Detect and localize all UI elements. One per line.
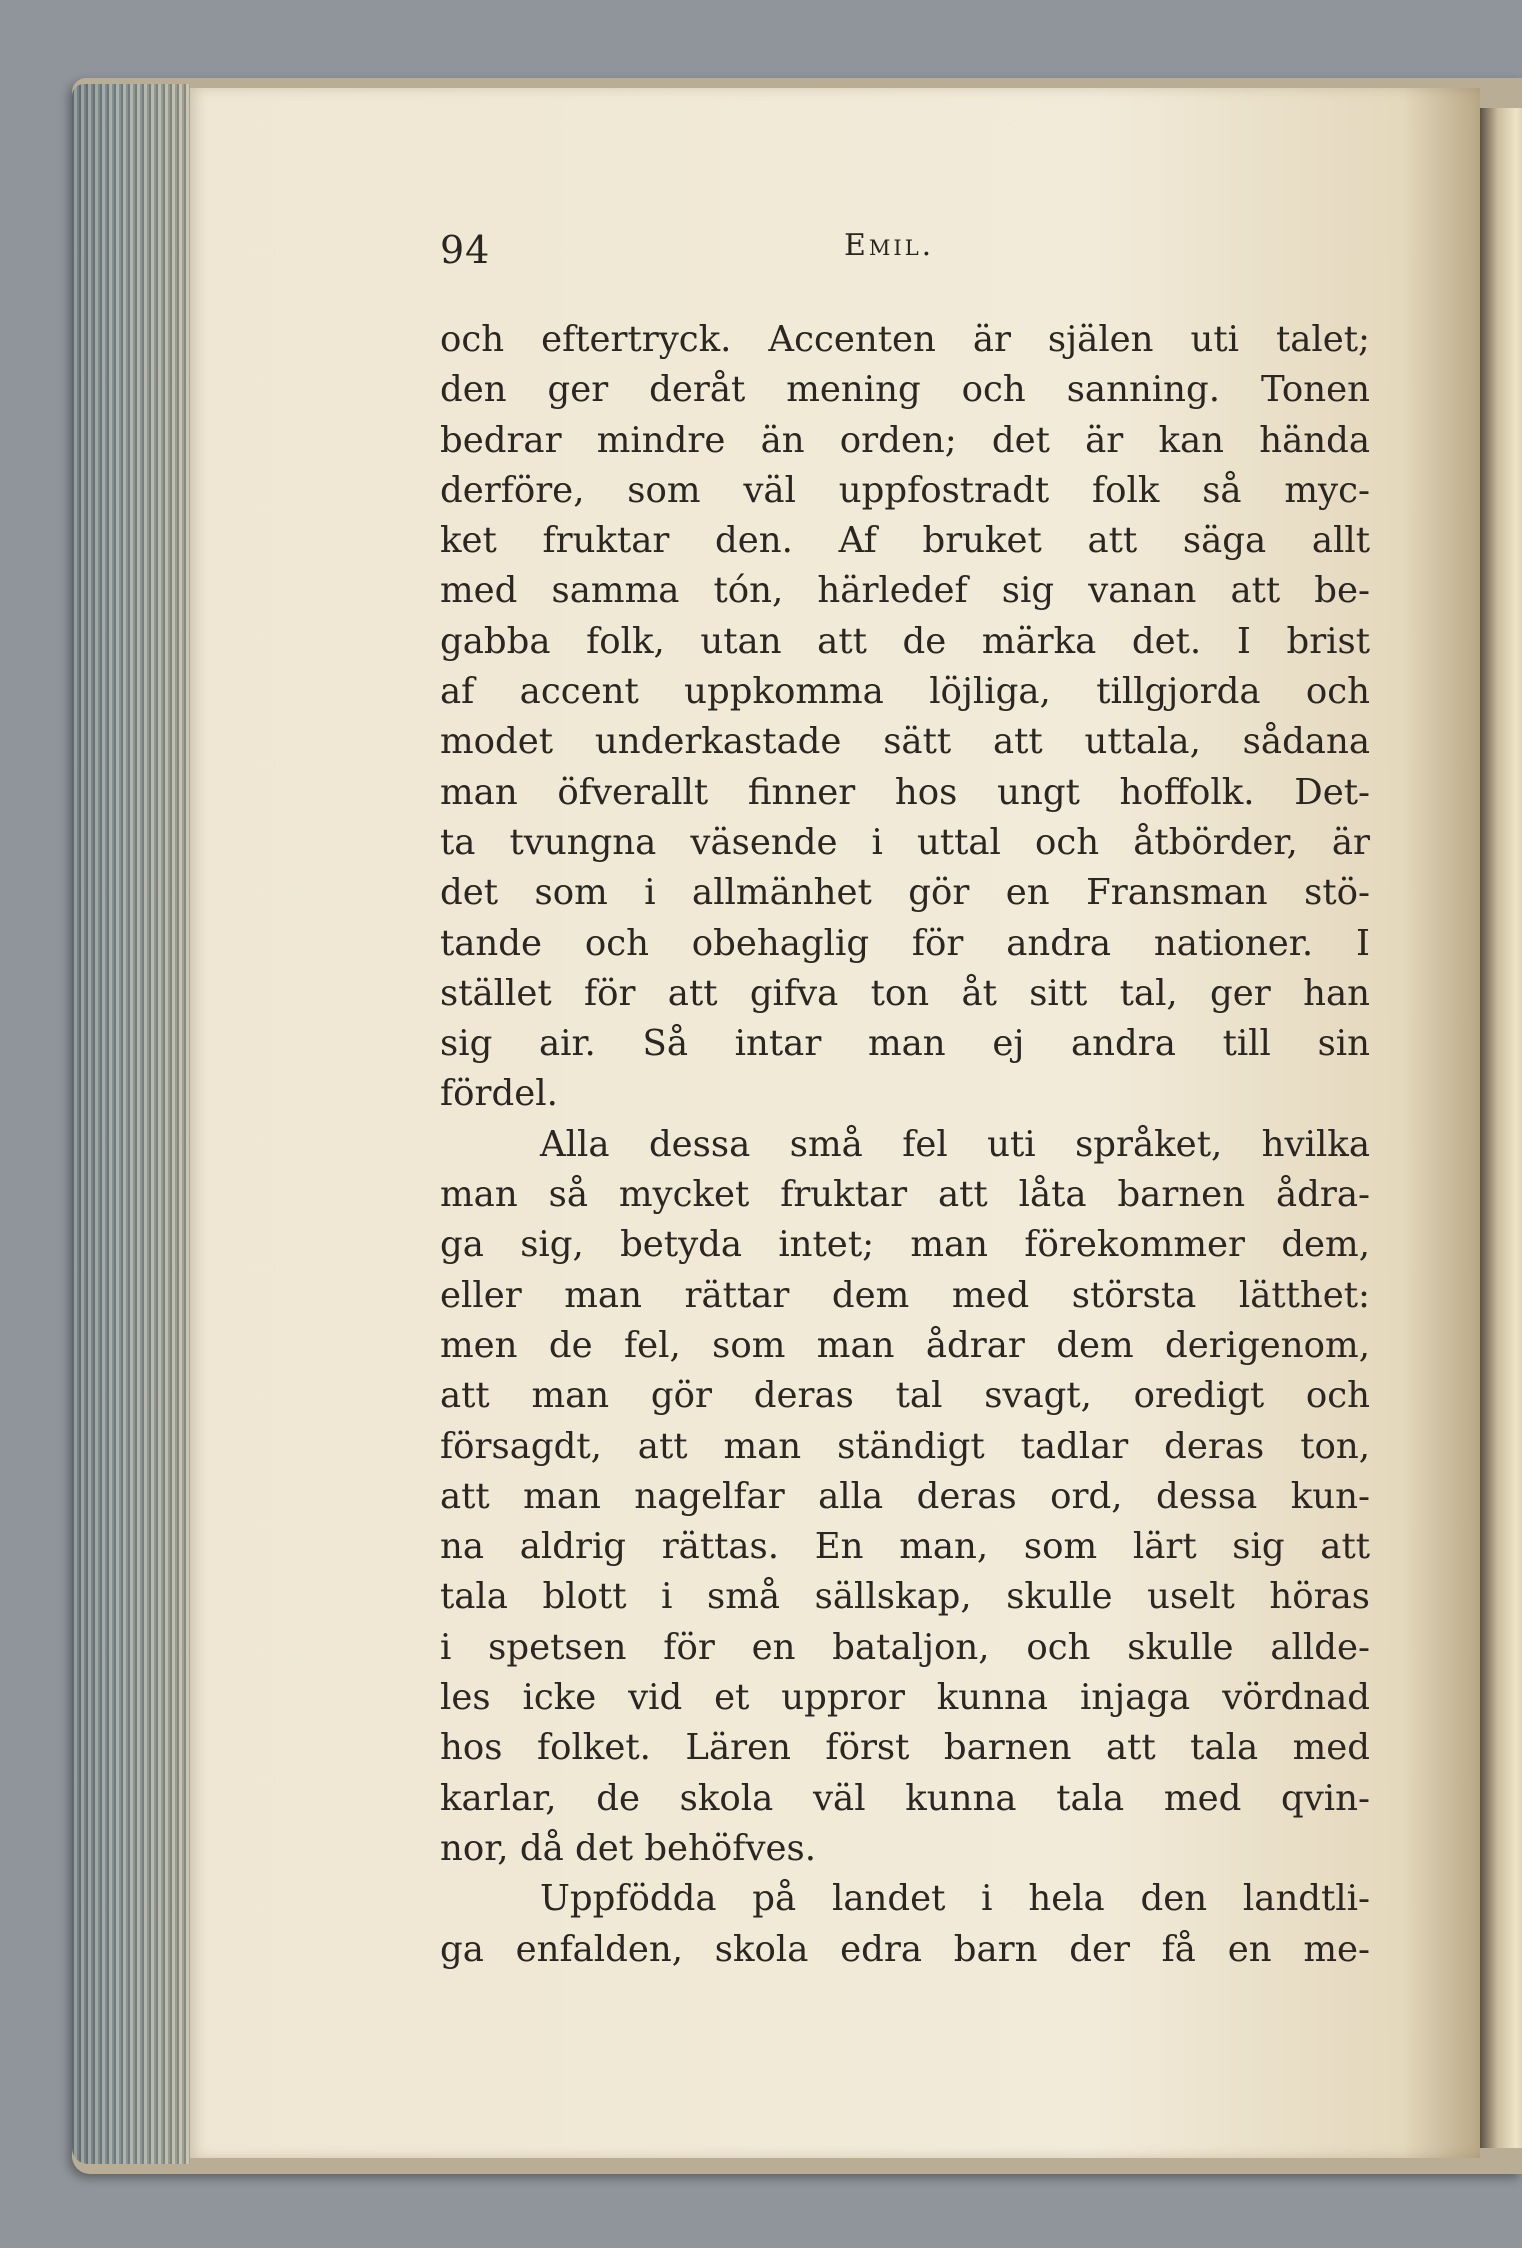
text-line: na aldrig rättas. En man, som lärt sig att	[440, 1526, 1370, 1568]
text-line: bedrar mindre än orden; det är kan hända	[440, 419, 1370, 461]
text-line: eller man rättar dem med största lätthet:	[440, 1274, 1370, 1316]
text-line: det som i allmänhet gör en Fransman stö-	[440, 872, 1370, 914]
text-line: ga sig, betyda intet; man förekommer dem,	[440, 1224, 1370, 1266]
text-line: att man nagelfar alla deras ord, dessa kun-	[440, 1475, 1370, 1517]
page-header	[440, 228, 1360, 288]
text-line: tande och obehaglig för andra nationer. I	[440, 922, 1370, 964]
text-line: hos folket. Lären först barnen att tala med	[440, 1727, 1370, 1769]
text-line: af accent uppkomma löjliga, tillgjorda och	[440, 671, 1370, 713]
text-line: stället för att gifva ton åt sitt tal, ger han	[440, 972, 1370, 1014]
text-line: försagdt, att man ständigt tadlar deras ton,	[440, 1425, 1370, 1467]
running-head: Emil.	[844, 228, 935, 263]
paragraph-start-line: Alla dessa små fel uti språket, hvilka	[540, 1123, 1370, 1165]
text-line: man så mycket fruktar att låta barnen ådra-	[440, 1174, 1370, 1216]
paragraph-start-line: Uppfödda på landet i hela den landtli-	[540, 1878, 1370, 1920]
page-number: 94	[440, 228, 491, 272]
text-line: gabba folk, utan att de märka det. I brist	[440, 620, 1370, 662]
text-line: les icke vid et uppror kunna injaga vördnad	[440, 1677, 1370, 1719]
text-line: med samma tón, härledef sig vanan att be-	[440, 570, 1370, 612]
text-line: i spetsen för en bataljon, och skulle allde-	[440, 1626, 1370, 1668]
text-line: ta tvungna väsende i uttal och åtbörder, är	[440, 821, 1370, 863]
text-line: derföre, som väl uppfostradt folk så myc-	[440, 469, 1370, 511]
text-line: modet underkastade sätt att uttala, sådana	[440, 721, 1370, 763]
text-line: men de fel, som man ådrar dem derigenom,	[440, 1324, 1370, 1366]
text-line: karlar, de skola väl kunna tala med qvin-	[440, 1777, 1370, 1819]
text-line: man öfverallt finner hos ungt hoffolk. Det-	[440, 771, 1370, 813]
text-line: och eftertryck. Accenten är själen uti talet;	[440, 319, 1370, 360]
text-line: sig air. Så intar man ej andra till sin	[440, 1023, 1370, 1065]
page-edges	[72, 84, 190, 2164]
text-line: ga enfalden, skola edra barn der få en me-	[440, 1928, 1370, 1970]
text-line: ket fruktar den. Af bruket att säga allt	[440, 520, 1370, 562]
text-line: att man gör deras tal svagt, oredigt och	[440, 1375, 1370, 1417]
text-line: tala blott i små sällskap, skulle uselt höras	[440, 1576, 1370, 1618]
text-line: den ger deråt mening och sanning. Tonen	[440, 369, 1370, 411]
paragraph-end-line: fördel.	[440, 1073, 558, 1115]
paragraph-end-line: nor, då det behöfves.	[440, 1827, 817, 1869]
body-text	[440, 315, 1370, 1975]
